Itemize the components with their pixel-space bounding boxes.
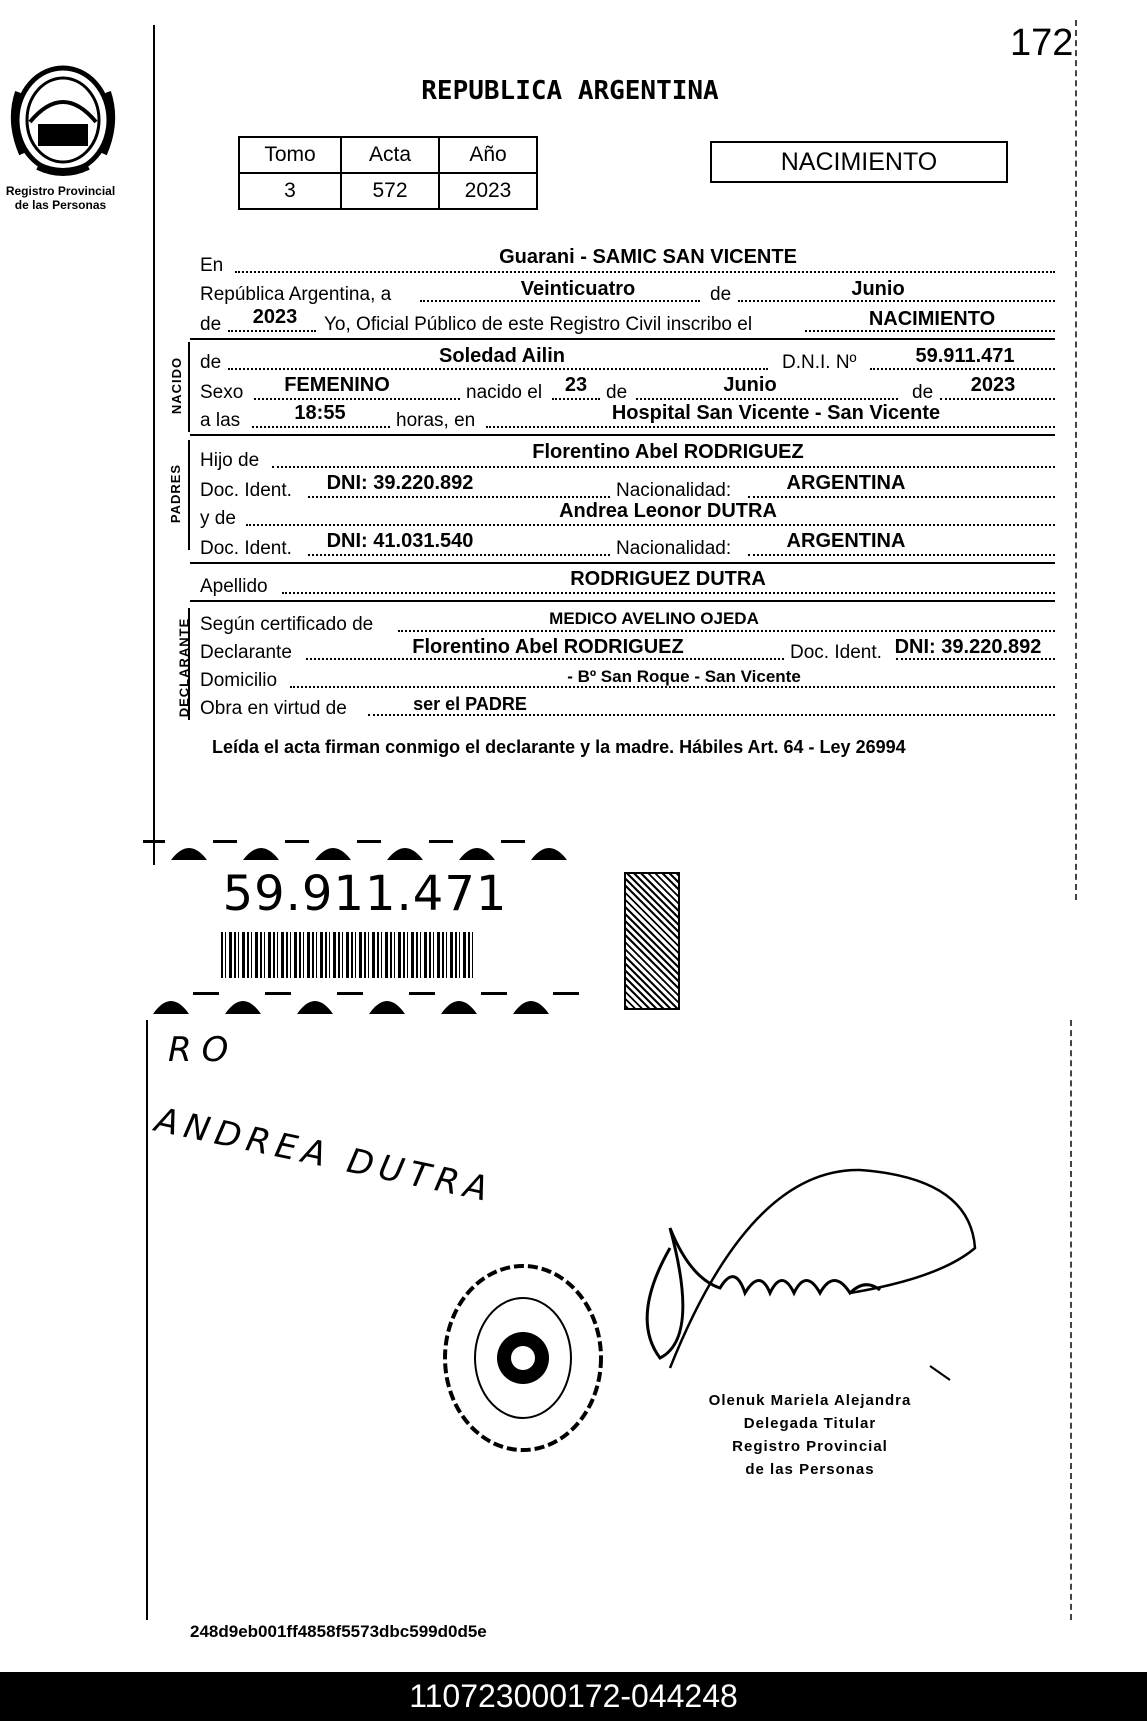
right-margin-rule xyxy=(1075,20,1077,900)
section-bracket xyxy=(188,342,190,432)
document-title: REPUBLICA ARGENTINA xyxy=(421,76,719,106)
dotted-line xyxy=(228,330,316,332)
de-label: de xyxy=(606,382,628,403)
barcode xyxy=(221,932,475,978)
official-org-2: de las Personas xyxy=(745,1461,875,1478)
section-bracket xyxy=(188,440,190,550)
dotted-line xyxy=(870,368,1055,370)
dotted-line xyxy=(940,398,1055,400)
father-doc-value: DNI: 39.220.892 xyxy=(326,472,474,494)
a-las-label: a las xyxy=(200,410,241,431)
registry-line-2: de las Personas xyxy=(14,198,107,212)
republica-label: República Argentina, a xyxy=(200,284,392,305)
certificado-value: MEDICO AVELINO OJEDA xyxy=(549,609,759,628)
dotted-line xyxy=(235,271,1055,273)
official-signature-block xyxy=(690,1389,930,1481)
header-ano: Año xyxy=(439,137,537,173)
de2-label: de xyxy=(200,314,222,335)
province-logo xyxy=(8,62,118,180)
dotted-line xyxy=(398,630,1055,632)
footer-code: 110723000172-044248 xyxy=(0,1672,1147,1721)
father-name-value: Florentino Abel RODRIGUEZ xyxy=(532,441,804,463)
doc-ident-label: Doc. Ident. xyxy=(200,538,292,559)
domicilio-label: Domicilio xyxy=(200,670,278,691)
registry-line-1: Registro Provincial xyxy=(5,184,116,198)
declarante-section-label: DECLARANTE xyxy=(176,617,192,718)
official-title: Delegada Titular xyxy=(743,1415,877,1432)
sticker-border-top-icon xyxy=(143,836,587,864)
header-acta: Acta xyxy=(341,137,439,173)
declarante-doc-value: DNI: 39.220.892 xyxy=(894,636,1042,658)
value-tomo: 3 xyxy=(239,173,341,209)
signature-icon xyxy=(610,1168,990,1408)
page-number: 172 xyxy=(1010,22,1074,64)
de-label: de xyxy=(912,382,934,403)
section-rule xyxy=(190,338,1055,340)
section-rule xyxy=(190,562,1055,564)
month-value: Junio xyxy=(851,278,905,300)
dotted-line xyxy=(748,496,1055,498)
left-margin-rule xyxy=(153,25,155,865)
closing-statement: Leída el acta firman conmigo el declarante y la madre. Hábiles Art. 64 - Ley 26994 xyxy=(212,737,906,757)
birth-place-value: Hospital San Vicente - San Vicente xyxy=(611,402,941,424)
birth-day-value: 23 xyxy=(564,374,588,396)
dotted-line xyxy=(308,496,610,498)
dotted-line xyxy=(246,524,1055,526)
nacido-el-label: nacido el xyxy=(466,382,543,403)
obra-value: ser el PADRE xyxy=(413,694,527,714)
nacionalidad-label: Nacionalidad: xyxy=(616,480,732,501)
declarante-label: Declarante xyxy=(200,642,292,663)
section-rule xyxy=(190,600,1055,602)
apellido-value: RODRIGUEZ DUTRA xyxy=(570,568,766,590)
official-name: Olenuk Mariela Alejandra xyxy=(708,1392,912,1409)
dotted-line xyxy=(308,554,610,556)
obra-label: Obra en virtud de xyxy=(200,698,347,719)
sexo-label: Sexo xyxy=(200,382,244,403)
doc-ident-label: Doc. Ident. xyxy=(200,480,292,501)
dotted-line xyxy=(552,398,600,400)
sexo-value: FEMENINO xyxy=(284,374,390,396)
nacido-section-label: NACIDO xyxy=(169,356,185,415)
nacido-de-label: de xyxy=(200,352,222,373)
value-acta: 572 xyxy=(341,173,439,209)
dotted-line xyxy=(228,368,768,370)
inscribo-value: NACIMIENTO xyxy=(868,308,996,330)
dotted-line xyxy=(282,592,1055,594)
de-label: de xyxy=(710,284,732,305)
dotted-line xyxy=(748,554,1055,556)
dotted-line xyxy=(254,398,460,400)
handwritten-name: ANDREA DUTRA xyxy=(151,1100,498,1211)
domicilio-value: - Bº San Roque - San Vicente xyxy=(567,667,801,686)
right-margin-rule-lower xyxy=(1070,1020,1072,1620)
padres-section-label: PADRES xyxy=(168,463,184,524)
registry-label xyxy=(0,184,123,212)
dotted-line xyxy=(636,398,898,400)
sticker-number: 59.911.471 xyxy=(222,866,508,922)
barcode-sticker xyxy=(143,836,587,1016)
hijo-de-label: Hijo de xyxy=(200,450,260,471)
child-name-value: Soledad Ailin xyxy=(439,345,565,367)
official-text: Yo, Oficial Público de este Registro Civil inscribo el xyxy=(324,314,753,335)
place-value: Guarani - SAMIC SAN VICENTE xyxy=(499,246,797,268)
mother-doc-value: DNI: 41.031.540 xyxy=(326,530,474,552)
en-label: En xyxy=(200,255,224,276)
certificado-label: Según certificado de xyxy=(200,614,374,635)
father-nat-value: ARGENTINA xyxy=(786,472,906,494)
section-rule xyxy=(190,434,1055,436)
sticker-border-bottom-icon xyxy=(143,986,587,1016)
mother-nat-value: ARGENTINA xyxy=(786,530,906,552)
dotted-line xyxy=(252,426,390,428)
seal-icon xyxy=(438,1258,608,1458)
doc-ident-label: Doc. Ident. xyxy=(790,642,882,663)
header-tomo: Tomo xyxy=(239,137,341,173)
child-dni-value: 59.911.471 xyxy=(915,345,1015,367)
time-value: 18:55 xyxy=(294,402,346,424)
horas-label: horas, en xyxy=(396,410,476,431)
signature xyxy=(610,1168,990,1408)
nacionalidad-label: Nacionalidad: xyxy=(616,538,732,559)
official-seal xyxy=(438,1258,608,1458)
document-hash: 248d9eb001ff4858f5573dbc599d0d5e xyxy=(190,1622,487,1641)
dotted-line xyxy=(272,466,1055,468)
handwritten-initials: RO xyxy=(168,1030,239,1070)
mother-name-value: Andrea Leonor DUTRA xyxy=(559,500,777,522)
birth-year-value: 2023 xyxy=(970,374,1016,396)
dni-label: D.N.I. Nº xyxy=(782,352,857,373)
record-table xyxy=(238,136,538,210)
dotted-line xyxy=(486,426,1055,428)
value-ano: 2023 xyxy=(439,173,537,209)
apellido-label: Apellido xyxy=(200,576,268,597)
birth-month-value: Junio xyxy=(723,374,777,396)
left-margin-rule-lower xyxy=(146,1020,148,1620)
coat-of-arms-icon xyxy=(8,62,118,180)
official-org-1: Registro Provincial xyxy=(732,1438,888,1455)
year-value: 2023 xyxy=(252,306,298,328)
day-value: Veinticuatro xyxy=(520,278,636,300)
declarante-value: Florentino Abel RODRIGUEZ xyxy=(412,636,684,658)
security-hologram-icon xyxy=(624,872,680,1010)
act-type-box: NACIMIENTO xyxy=(710,141,1008,183)
y-de-label: y de xyxy=(200,508,236,529)
